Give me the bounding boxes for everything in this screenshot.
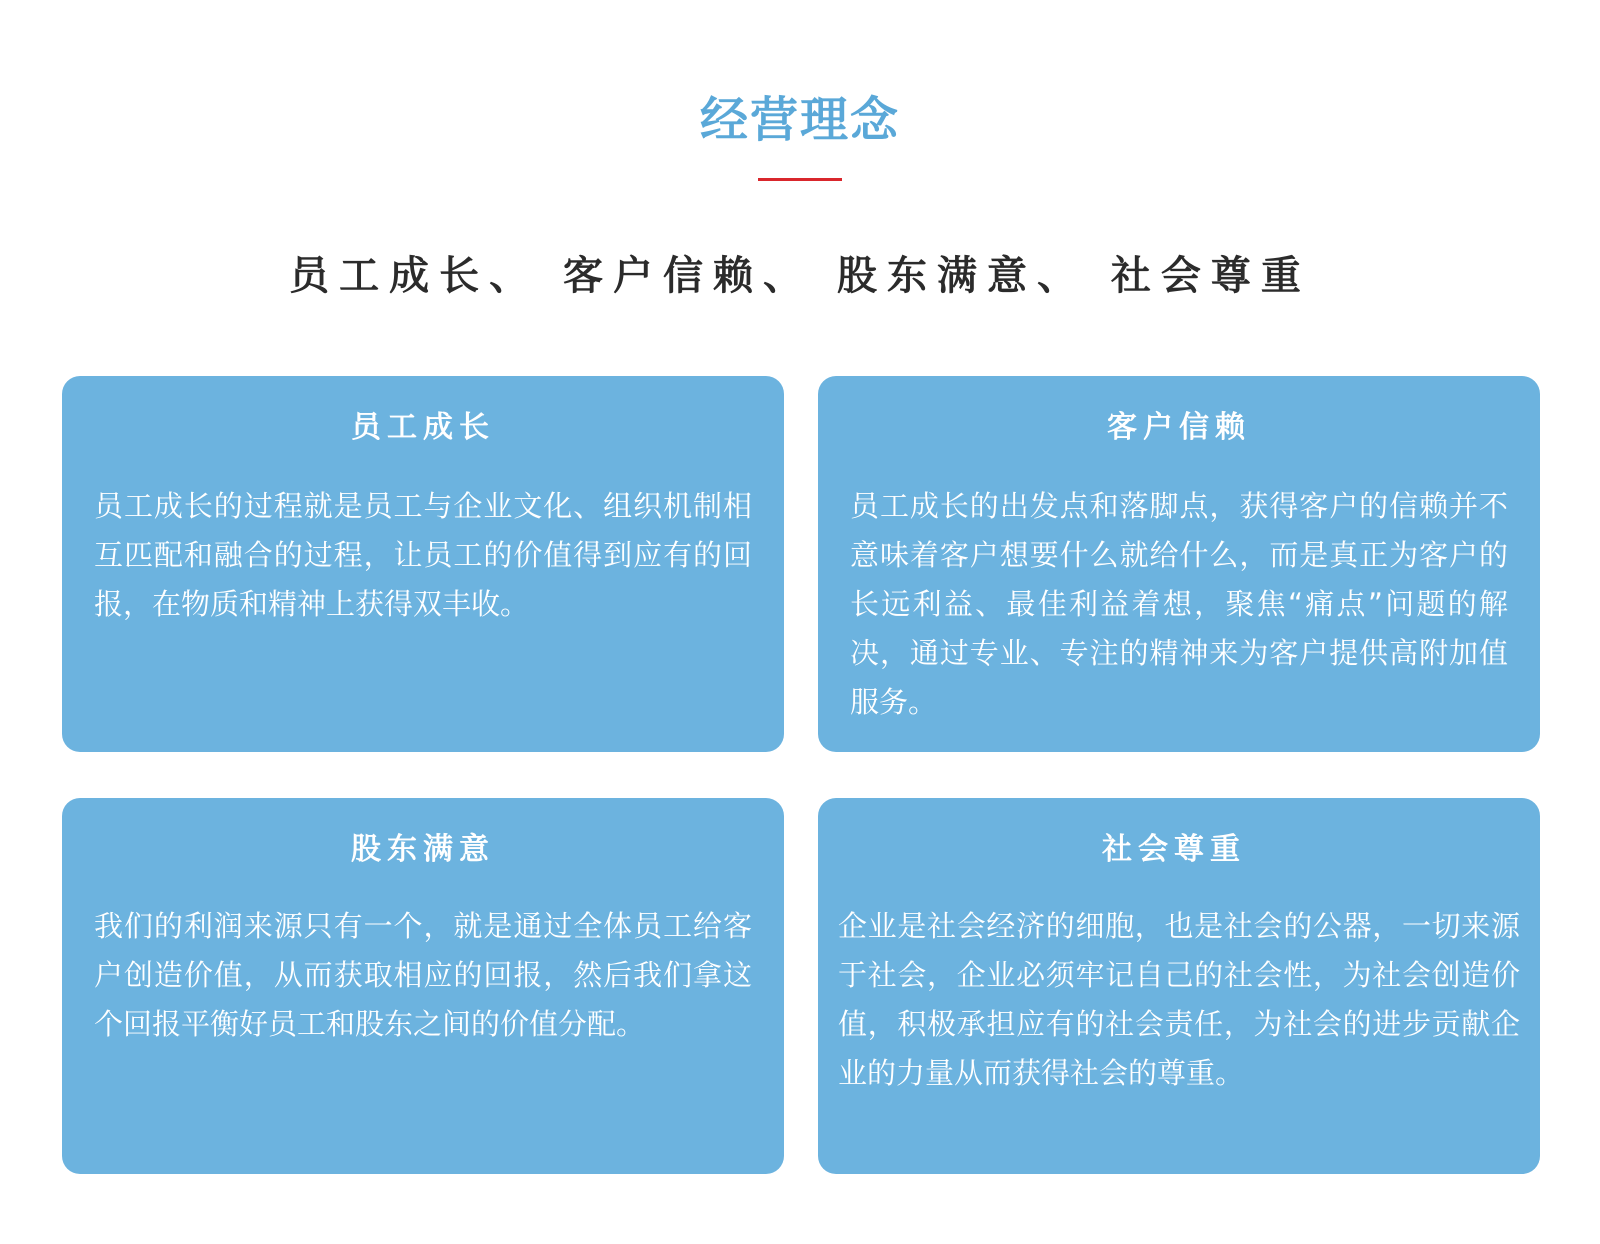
- card-title: 股东满意: [351, 832, 495, 867]
- tagline: 员工成长、 客户信赖、 股东满意、 社会尊重: [289, 253, 1311, 299]
- card-body: 员工成长的过程就是员工与企业文化、组织机制相互匹配和融合的过程，让员工的价值得到应有的回报，在物质和精神上获得双丰收。: [94, 489, 752, 621]
- card-social-respect: [818, 798, 1540, 1174]
- card-customer-trust: [818, 376, 1540, 752]
- card-body: 员工成长的出发点和落脚点，获得客户的信赖并不意味着客户想要什么就给什么，而是真正为客户的长远利益、最佳利益着想，聚焦“痛点”问题的解决，通过专业、专注的精神来为客户提供高附加值服务。: [850, 489, 1508, 719]
- card-body: 我们的利润来源只有一个，就是通过全体员工给客户创造价值，从而获取相应的回报，然后我们拿这个回报平衡好员工和股东之间的价值分配。: [94, 909, 752, 1041]
- card-title: 员工成长: [351, 410, 495, 445]
- card-title: 社会尊重: [1102, 832, 1246, 867]
- card-shareholder-satisfaction: [62, 798, 784, 1174]
- title-underline: [758, 178, 842, 181]
- card-body: 企业是社会经济的细胞，也是社会的公器，一切来源于社会，企业必须牢记自己的社会性，为社会创造价值，积极承担应有的社会责任，为社会的进步贡献企业的力量从而获得社会的尊重。: [838, 909, 1520, 1090]
- page-title: 经营理念: [699, 92, 900, 148]
- card-employee-growth: [62, 376, 784, 752]
- card-title: 客户信赖: [1107, 410, 1251, 445]
